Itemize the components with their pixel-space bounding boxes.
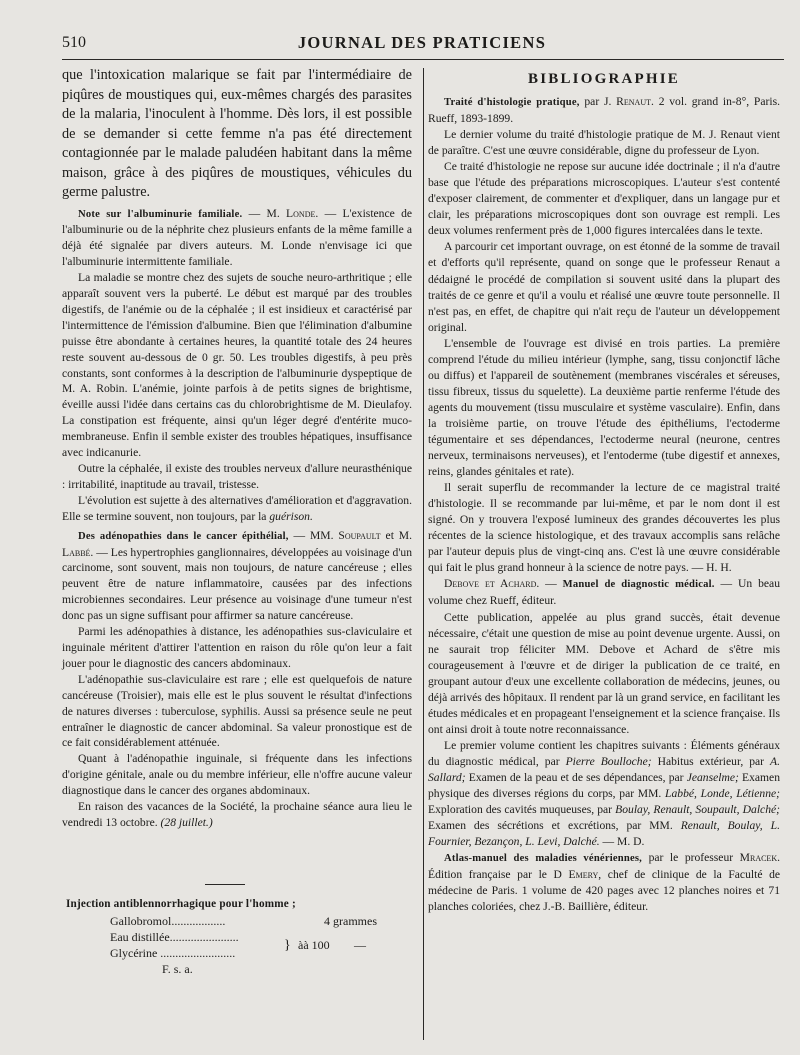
authors-debove-achard: Debove et Achard. [444, 577, 540, 591]
contents-text-c: Habitus extérieur, par [657, 754, 765, 768]
prescription-box [62, 892, 412, 978]
contents-author-b: Pierre Boulloche; [565, 754, 652, 768]
ingredient-eau: Eau distillée....................... [110, 930, 239, 944]
paragraph-maladie: La maladie se montre chez des sujets de souche neuro-arthritique ; elle apparaît souvent vers la puberté. Le début est marqué par des troubles digestifs, de l'anémie ou de la céphalée ; il est insidieux et caractérisé par l'intermittence de l'émission d'albumine. Bien que l'élimination d'albumine puisse être abondante à certaines heures, la quantité totale des 24 heures reste souvent au-dessous de 0 gr. 50. Les troubles digestifs, à peu près constants, sont conformes à la description de l'albuminurie dyspeptique de M. A. Robin. L'anémie, jointe parfois à de petits signes de brightisme, éveille aussi l'idée dans certains cas du chlorobrightisme de M. Dieulafoy. La constipation est fréquente, ainsi qu'un léger degré d'entérite muco-membraneuse. Enfin il semble exister des troubles hépatiques, insuffisance avec indicanurie. [62, 271, 412, 460]
adenopathies-heading: Des adénopathies dans le cancer épithélial, [78, 530, 289, 542]
quantity-eau-glycerine: àà 100 [298, 938, 330, 952]
diagnostic-publisher: — Un beau volume chez Rueff, éditeur. [428, 577, 780, 608]
contents-author-j: Boulay, Renault, Soupault, Dalché; [615, 803, 780, 817]
contents-text-e: Examen de la peau et de ses dépendances, par [468, 770, 684, 784]
paragraph-sus-claviculaire: L'adénopathie sus-claviculaire est rare ; elle est quelquefois de nature cancéreuse (Troisier), mais elle est le plus souvent le résultat d'infections de natures diverses : tuberculose, syphilis. Aussi sa présence seule ne peut entraîner le diagnostic de cancer abdominal. Sa valeur pronostique est de ce fait considérablement atténuée. [62, 672, 412, 750]
paragraph-inguinale: Quant à l'adénopathie inguinale, si fréquente dans les infections d'origine génitale, anale ou du membre inférieur, elle n'offre aucune valeur diagnostique dans le cancer des organes abdominaux. [62, 752, 412, 798]
contents-author-d: A. Sallard; [428, 754, 780, 784]
page-header [62, 30, 782, 58]
ingredient-gallobromol: Gallobromol.................. [110, 914, 226, 928]
paragraph-vacances [62, 799, 412, 831]
short-separator [205, 884, 245, 885]
prescription-footer: F. s. a. [162, 962, 193, 976]
histologie-heading: Traité d'histologie pratique, [444, 97, 580, 108]
diagnostic-paragraph-2 [428, 738, 780, 850]
quantity-dash: — [354, 938, 366, 952]
paragraph-distance: Parmi les adénopathies à distance, les adénopathies sus-claviculaire et inguinale méritent d'attirer l'attention en raison du rôle qu'on leur a fait jouer pour le diagnostic des cancers abdominaux. [62, 625, 412, 670]
right-column [428, 71, 780, 915]
atlas-text-c: chef de clinique de la Faculté de médecine de Paris. 1 volume de 420 pages avec 12 planches noires et 71 planches coloriées, chez J.-B. Baillière, éditeur. [428, 868, 781, 914]
contents-author-l: Renault, Boulay, L. Fournier, Bezançon, L. Levi, Dalché. [428, 819, 780, 849]
vacances-date: (28 juillet.) [160, 815, 213, 829]
note-text: L'existence de l'albuminurie ou de la néphrite chez plusieurs enfants de la même famille a déjà été signalée par divers auteurs. M. Londe n'envisage ici que l'albuminurie intermittente familiale. [62, 206, 413, 269]
histologie-paragraph-2: Ce traité d'histologie ne repose sur aucune idée doctrinale ; il n'a d'autre base que l'étude des préparations microscopiques. L'auteur s'est contenté d'exposer clairement, de commenter et d'expliquer, dans un langage pur et clair, les préparations microscopiques dont son ouvrage est rempli. Les deux volumes renferment près de 1,000 figures intercalées dans le texte. [428, 160, 780, 238]
prescription-line-4 [62, 962, 412, 978]
atlas-heading: Atlas-manuel des maladies vénériennes, [444, 853, 643, 865]
author-mracek: Mracek. [739, 851, 780, 865]
author-soupault: Soupault [338, 528, 381, 542]
histologie-edition: 2 vol. grand in-8°, Paris. Rueff, 1893-1899. [428, 95, 780, 126]
histologie-par: par J. [584, 95, 612, 108]
evolution-text: L'évolution est sujette à des alternatives d'amélioration et d'aggravation. Elle se termine souvent, non toujours, par la [62, 493, 412, 523]
author-renaut: Renaut. [616, 95, 654, 108]
contents-text-i: Exploration des cavités muqueuses, par [428, 803, 613, 817]
journal-title: JOURNAL DES PRATICIENS [297, 33, 547, 52]
review-histologie [428, 94, 780, 127]
left-column [62, 66, 412, 831]
review-diagnostic: Debove et Achard. — Manuel de diagnostic médical. — Un beau volume chez Rueff, éditeur. [428, 577, 780, 608]
quantity-gallobromol: 4 grammes [324, 914, 377, 928]
header-rule [62, 59, 784, 60]
atlas-text-b: Édition française par le D [428, 868, 562, 882]
prescription-line-1 [62, 914, 412, 930]
review-atlas [428, 850, 780, 915]
page-number: 510 [62, 34, 86, 51]
intro-paragraph: que l'intoxication malarique se fait par l'intermédiaire de piqûres de moustiques qui, eux-mêmes chargés des parasites de la malaria, l'inoculent à l'homme. Dès lors, il est possible de se demander si cette femme n'a pas été directement contagionnée par le malade paludéen habitant dans la même maison, grâce à des piqûres de moustiques, véhicules du germe palustre. [62, 67, 412, 200]
histologie-paragraph-4: L'ensemble de l'ouvrage est divisé en trois parties. La première comprend l'étude du milieu intérieur (lymphe, sang, tissu conjonctif lâche ou diffus) et l'appareil de soutènement (membranes viscérales et séreuses, tissu fibreux, tissus du squelette). La deuxième partie renferme l'étude des agents du mouvement (tissu musculaire et système vasculaire). Enfin, dans la troisième partie, on trouve l'étude des épithéliums, l'ectoderme tégumentaire et ses dépendances, l'ectoderme neural (neurone, centres nerveux, terminaisons nerveuses), et l'entoderme (tube digestif et annexes, reins, glandes génitales et rate). [428, 336, 780, 479]
paragraph-cephalee: Outre la céphalée, il existe des troubles nerveux d'allure neurasthénique : irritabilité, inaptitude au travail, tristesse. [62, 462, 412, 491]
note-albuminurie: Note sur l'albuminurie familiale. — M. Londe. — L'existence de l'albuminurie ou de la néphrite chez plusieurs enfants de la même famille a déjà été signalée par divers auteurs. M. Londe n'envisage ici que l'albuminurie intermittente familiale. [62, 206, 413, 269]
note-author: M. Londe. [266, 206, 319, 220]
section-title-bibliographie: BIBLIOGRAPHIE [528, 71, 680, 87]
histologie-paragraph-3: A parcourir cet important ouvrage, on est étonné de la somme de travail et d'efforts qu'il représente, quand on songe que le professeur Renaut a dédaigné le procédé de compilation si souvent usité dans la plupart des traités de ce genre et qu'il a voulu et réalisé une œuvre toute personnelle. Il n'est pas, en effet, de chapitre qui n'ait reçu de l'auteur un développement original. [428, 240, 780, 334]
contents-text-a: Le premier volume contient les chapitres suivants : Éléments généraux du diagnostic médical, par [428, 738, 780, 768]
histologie-paragraph-1: Le dernier volume du traité d'histologie pratique de M. J. Renaut vient de paraître. C'est une œuvre considérable, digne du professeur de Lyon. [428, 128, 780, 158]
author-labbe: Labbé. [62, 545, 94, 559]
ingredient-glycerine: Glycérine ......................... [110, 946, 236, 960]
atlas-text-a: par le professeur [648, 851, 734, 865]
diagnostic-paragraph-1: Cette publication, appelée au plus grand succès, était devenue nécessaire, c'était une question de mise au point devenue urgente. Aussi, on ne saurait trop féliciter MM. Debove et Achard de s'être mis courageusement à l'œuvre et de diriger la publication de ce traité, en groupant autour d'eux une excellente collaboration de médecins, jeunes, ou déjà arrivés des hôpitaux. Il rendent par là un grand service, en facilitant les études médicales et en propageant l'enseignement et la science française. Ils ont ainsi droit à toute notre reconnaissance. [428, 610, 780, 736]
prescription-line-3 [62, 946, 412, 962]
evolution-italic: guérison. [269, 509, 313, 523]
adenopathies-authors-prefix: MM. [309, 528, 334, 542]
diagnostic-heading: Manuel de diagnostic médical. [562, 579, 715, 591]
paragraph-evolution [62, 493, 412, 525]
contents-text-g: Examen physique des diverses régions du corps, par MM. [428, 770, 780, 801]
adenopathies-authors-conj: et M. [385, 528, 412, 542]
adenopathies-text: Les hypertrophies ganglionnaires, développées au voisinage d'un carcinome, sont souvent, mais non toujours, de nature cancéreuse ; elles peuvent être de nature inflammatoire, causées par des infections microbiennes secondaires. Leur présence au voisinage d'une tumeur n'est donc pas un signe suffisant pour affirmer sa nature cancéreuse. [62, 545, 412, 623]
contents-author-h: Labbé, Londe, Létienne; [665, 787, 780, 801]
editor-emery: Emery, [568, 868, 602, 882]
column-divider [423, 68, 424, 1040]
contents-signature: — M. D. [602, 835, 645, 849]
prescription-title: Injection antiblennorrhagique pour l'homme ; [66, 898, 296, 910]
note-heading: Note sur l'albuminurie familiale. [78, 208, 243, 220]
contents-text-k: Examen des sécrétions et excrétions, par MM. [428, 819, 673, 833]
vacances-text: En raison des vacances de la Société, la prochaine séance aura lieu le vendredi 13 octobre. [62, 800, 412, 829]
histologie-paragraph-5: Il serait superflu de recommander la lecture de ce magistral traité d'histologie. Il se recommande par lui-même, et par le nom dont il est signé. On y trouvera l'exposé lumineux des grandes découvertes les plus récentes de la science histologique, et des travaux accomplis sans relâche par l'auteur depuis plus de vingt-cinq ans. C'est là une œuvre considérable qui fait le plus grand honneur à la science de notre pays. — H. H. [428, 481, 780, 575]
brace-icon: } [284, 938, 291, 953]
note-adenopathies: Des adénopathies dans le cancer épithélial, — MM. Soupault et M. Labbé. — Les hypertrophies ganglionnaires, développées au voisinage d'un carcinome, sont souvent, mais non toujours, de nature cancéreuse ; elles peuvent être de nature inflammatoire, causées par des infections microbiennes secondaires. Leur présence au voisinage d'une tumeur n'est donc pas un signe suffisant pour affirmer sa nature cancéreuse. [62, 528, 412, 623]
contents-author-f: Jeanselme; [686, 770, 739, 784]
